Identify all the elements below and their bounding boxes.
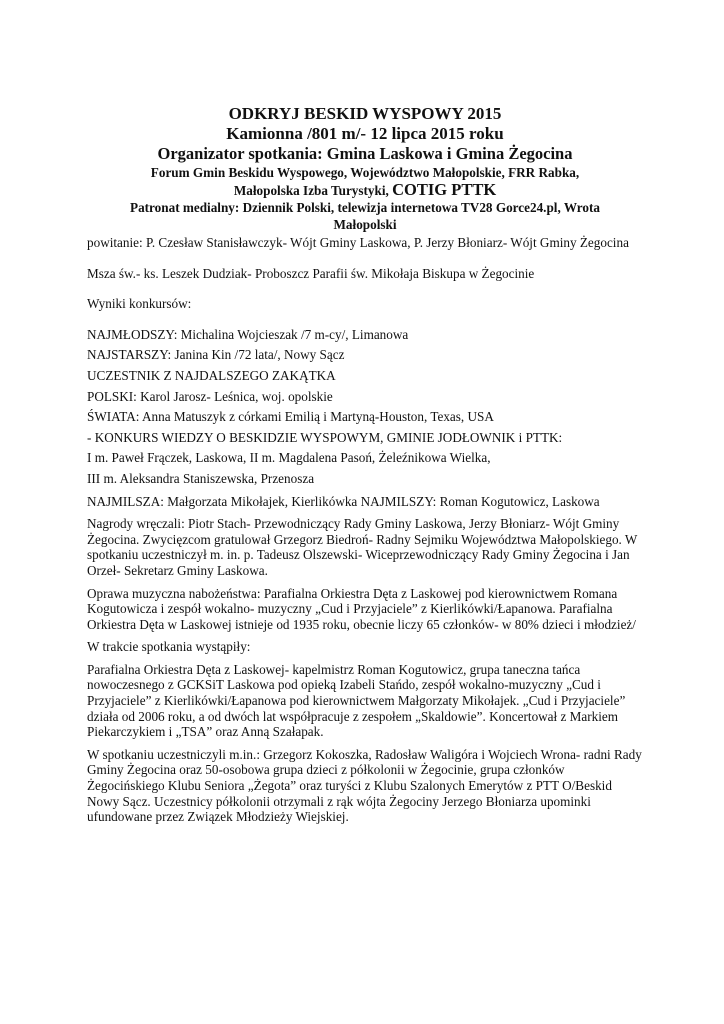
document-page <box>87 104 643 825</box>
participants-paragraph: W spotkaniu uczestniczyli m.in.: Grzegorz Kokoszka, Radosław Waligóra i Wojciech Wrona- radni Rady Gminy Żegocina oraz 50-osobowa grupa dzieci z półkolonii w Żegocinie, grupa członków Żegocińskiego Klubu Seniora „Żegota” oraz turyści z Klubu Szalonych Emerytów z PTT O/Beskid Nowy Sącz. Uczestnicy półkolonii otrzymali z rąk wójta Żegociny Jerzego Błoniarza upominki ufundowane przez Związek Młodzieży Wiejskiej. <box>87 746 642 825</box>
mass-paragraph: Msza św.- ks. Leszek Dudziak- Proboszcz Parafii św. Mikołaja Biskupa w Żegocinie <box>87 265 535 281</box>
welcome-paragraph: powitanie: P. Czesław Stanisławczyk- Wójt Gminy Laskowa, P. Jerzy Błoniarz- Wójt Gminy Żegocina <box>87 235 629 250</box>
media-patronage-line: Patronat medialny: Dziennik Polski, telewizja internetowa TV28 Gorce24.pl, Wrota <box>130 200 600 215</box>
cotig-pttk-label: COTIG PTTK <box>392 180 497 199</box>
quiz-places-1-2: I m. Paweł Frączek, Laskowa, II m. Magdalena Pasoń, Żeleźnikowa Wielka, <box>87 450 491 466</box>
result-youngest: NAJMŁODSZY: Michalina Wojcieszak /7 m-cy/, Limanowa <box>87 326 409 342</box>
quiz-place-3: III m. Aleksandra Staniszewska, Przenosza <box>87 470 315 486</box>
event-location-date: Kamionna /801 m/- 12 lipca 2015 roku <box>226 124 504 143</box>
document-title: ODKRYJ BESKID WYSPOWY 2015 <box>228 104 502 123</box>
performers-paragraph: Parafialna Orkiestra Dęta z Laskowej- kapelmistrz Roman Kogutowicz, grupa taneczna tańca nowoczesnego z GCKSiT Laskowa pod opieką Izabeli Stańdo, zespół wokalno-muzyczny „Cud i Przyjaciele” z Kierlikówki/Łapanowa pod kierownictwem Małgorzaty Mikołajek. „Cud i Przyjaciele” działa od 2006 roku, a od dwóch lat współpracuje z zespołem „Skaldowie”. Koncertował z Markiem Piekarczykiem i „TSA” oraz Anną Szałapak. <box>87 661 626 740</box>
organizer-line: Organizator spotkania: Gmina Laskowa i Gmina Żegocina <box>157 144 573 163</box>
result-farthest-heading: UCZESTNIK Z NAJDALSZEGO ZAKĄTKA <box>87 367 336 383</box>
result-farthest-poland: POLSKI: Karol Jarosz- Leśnica, woj. opolskie <box>87 388 333 404</box>
result-oldest: NAJSTARSZY: Janina Kin /72 lata/, Nowy Sącz <box>87 347 345 363</box>
media-patronage-line-2: Małopolski <box>333 217 397 232</box>
music-paragraph: Oprawa muzyczna nabożeństwa: Parafialna Orkiestra Dęta z Laskowej pod kierownictwem Romana Kogutowicza i zespół wokalno- muzyczny „Cud i Przyjaciele” z Kierlikówki/Łapanowa. Parafialna Orkiestra Dęta w Laskowej istnieje od 1935 roku, obecnie liczy 65 członków- w 80% dzieci i młodzież/ <box>87 585 636 632</box>
partners-line-2-text: Małopolska Izba Turystyki, <box>233 183 393 198</box>
partners-line-1: Forum Gmin Beskidu Wyspowego, Województwo Małopolskie, FRR Rabka, <box>150 165 580 180</box>
results-heading: Wyniki konkursów: <box>87 296 192 312</box>
result-farthest-world: ŚWIATA: Anna Matuszyk z córkami Emilią i Martyną-Houston, Texas, USA <box>87 409 494 425</box>
document-body <box>87 235 643 825</box>
awards-paragraph: Nagrody wręczali: Piotr Stach- Przewodniczący Rady Gminy Laskowa, Jerzy Błoniarz- Wójt Gminy Żegocina. Zwycięzcom gratulował Grzegorz Biedroń- Radny Sejmiku Województwa Małopolskiego. W spotkaniu uczestniczył m. in. p. Tadeusz Olszewski- Wiceprzewodniczący Rady Gminy Żegocina i Jan Orzeł- Sekretarz Gminy Laskowa. <box>87 516 638 578</box>
quiz-heading: - KONKURS WIEDZY O BESKIDZIE WYSPOWYM, GMINIE JODŁOWNIK i PTTK: <box>87 429 563 445</box>
document-header <box>87 104 643 233</box>
partners-line-2 <box>87 181 643 199</box>
performed-heading: W trakcie spotkania wystąpiły: <box>87 639 251 655</box>
result-nicest: NAJMILSZA: Małgorzata Mikołajek, Kierlikówka NAJMILSZY: Roman Kogutowicz, Laskowa <box>87 493 600 509</box>
